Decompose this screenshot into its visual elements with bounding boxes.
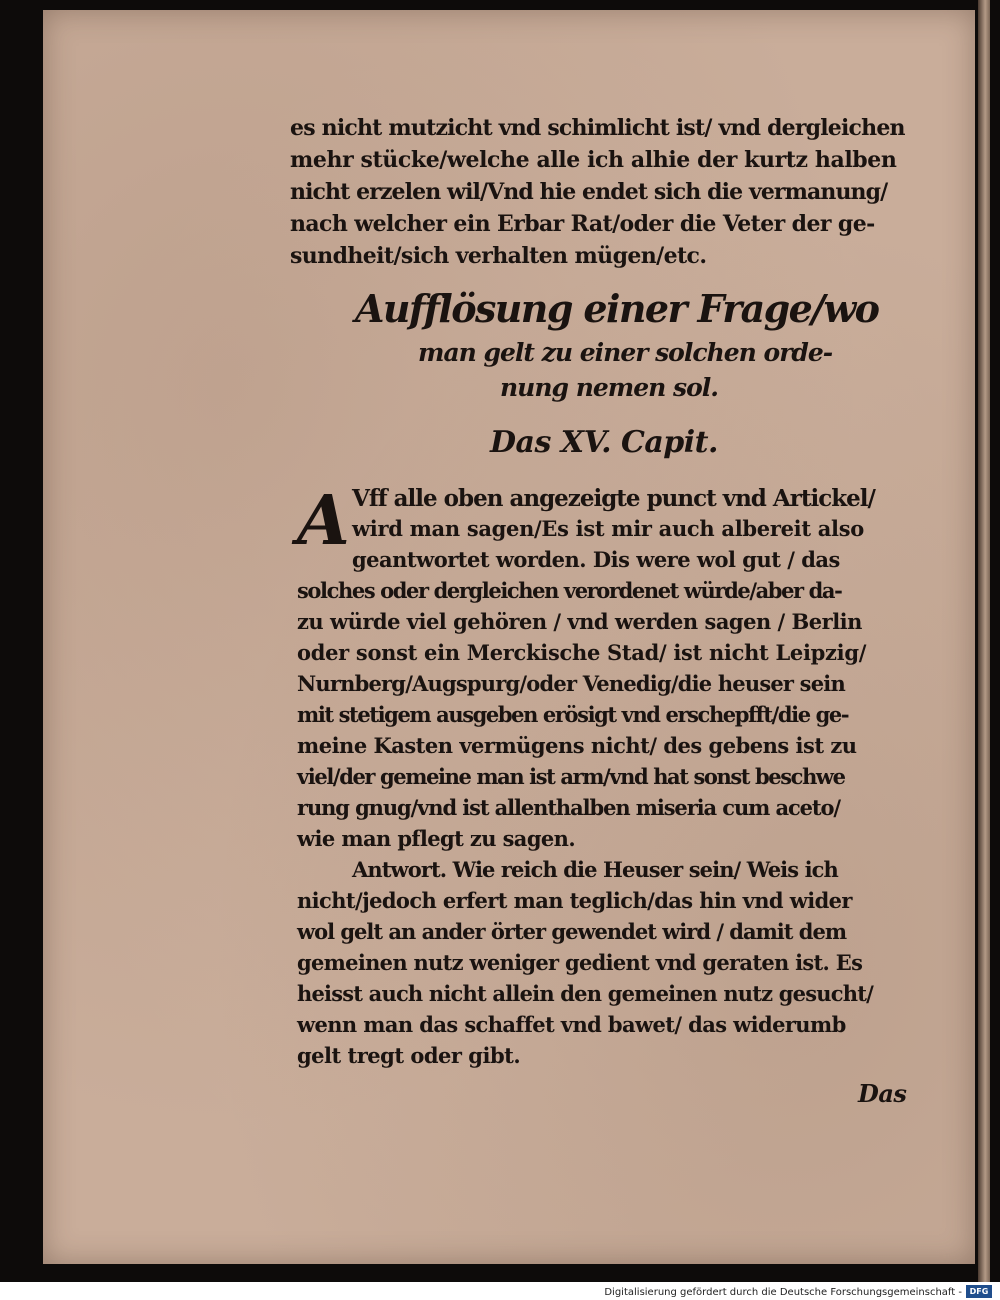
chapter-line-9: meine Kasten vermügens nicht/ des gebens ist zu [297, 733, 857, 758]
chapter-line-7: Nurnberg/Augspurg/oder Venedig/die heuser sein [297, 671, 845, 696]
chapter-line-4: solches oder dergleichen verordenet würde/aber da- [297, 578, 842, 603]
top-line-3: nicht erzelen wil/Vnd hie endet sich die vermanung/ [290, 179, 888, 205]
answer-line-3: wol gelt an ander örter gewendet wird / damit dem [297, 919, 847, 944]
chapter-title: Das XV. Capit. [490, 425, 718, 460]
section-heading-line-3: nung nemen sol. [500, 373, 718, 402]
top-line-1: es nicht mutzicht vnd schimlicht ist/ vnd dergleichen [290, 115, 905, 141]
answer-line-4: gemeinen nutz weniger gedient vnd geraten ist. Es [297, 950, 863, 975]
page-edge [978, 0, 990, 1282]
answer-line-5: heisst auch nicht allein den gemeinen nutz gesucht/ [297, 981, 873, 1006]
chapter-line-3: geantwortet worden. Dis were wol gut / das [352, 547, 840, 572]
section-heading-line-2: man gelt zu einer solchen orde- [418, 338, 833, 367]
top-line-4: nach welcher ein Erbar Rat/oder die Veter der ge- [290, 211, 875, 237]
answer-line-1: Antwort. Wie reich die Heuser sein/ Weis ich [352, 857, 838, 882]
chapter-line-5: zu würde viel gehören / vnd werden sagen / Berlin [297, 609, 862, 634]
drop-cap-initial: A [297, 481, 350, 561]
chapter-line-12: wie man pflegt zu sagen. [297, 826, 576, 851]
chapter-line-6: oder sonst ein Merckische Stad/ ist nicht Leipzig/ [297, 640, 867, 665]
chapter-line-2: wird man sagen/Es ist mir auch albereit also [352, 516, 864, 541]
answer-line-7: gelt tregt oder gibt. [297, 1043, 521, 1068]
dfg-logo: DFG [966, 1285, 992, 1298]
chapter-line-1: Vff alle oben angezeigte punct vnd Artickel/ [352, 485, 875, 512]
top-line-2: mehr stücke/welche alle ich alhie der kurtz halben [290, 147, 897, 173]
top-line-5: sundheit/sich verhalten mügen/etc. [290, 243, 707, 269]
chapter-line-10: viel/der gemeine man ist arm/vnd hat sonst beschwe [297, 764, 845, 789]
chapter-line-8: mit stetigem ausgeben erösigt vnd erschepfft/die ge- [297, 702, 849, 727]
answer-line-2: nicht/jedoch erfert man teglich/das hin vnd wider [297, 888, 852, 913]
chapter-line-11: rung gnug/vnd ist allenthalben miseria cum aceto/ [297, 795, 840, 820]
footer-credit: Digitalisierung gefördert durch die Deutsche Forschungsgemeinschaft - [604, 1287, 962, 1298]
catchword: Das [858, 1079, 907, 1108]
section-heading-line-1: Aufflösung einer Frage/wo [355, 286, 879, 331]
answer-line-6: wenn man das schaffet vnd bawet/ das widerumb [297, 1012, 846, 1037]
